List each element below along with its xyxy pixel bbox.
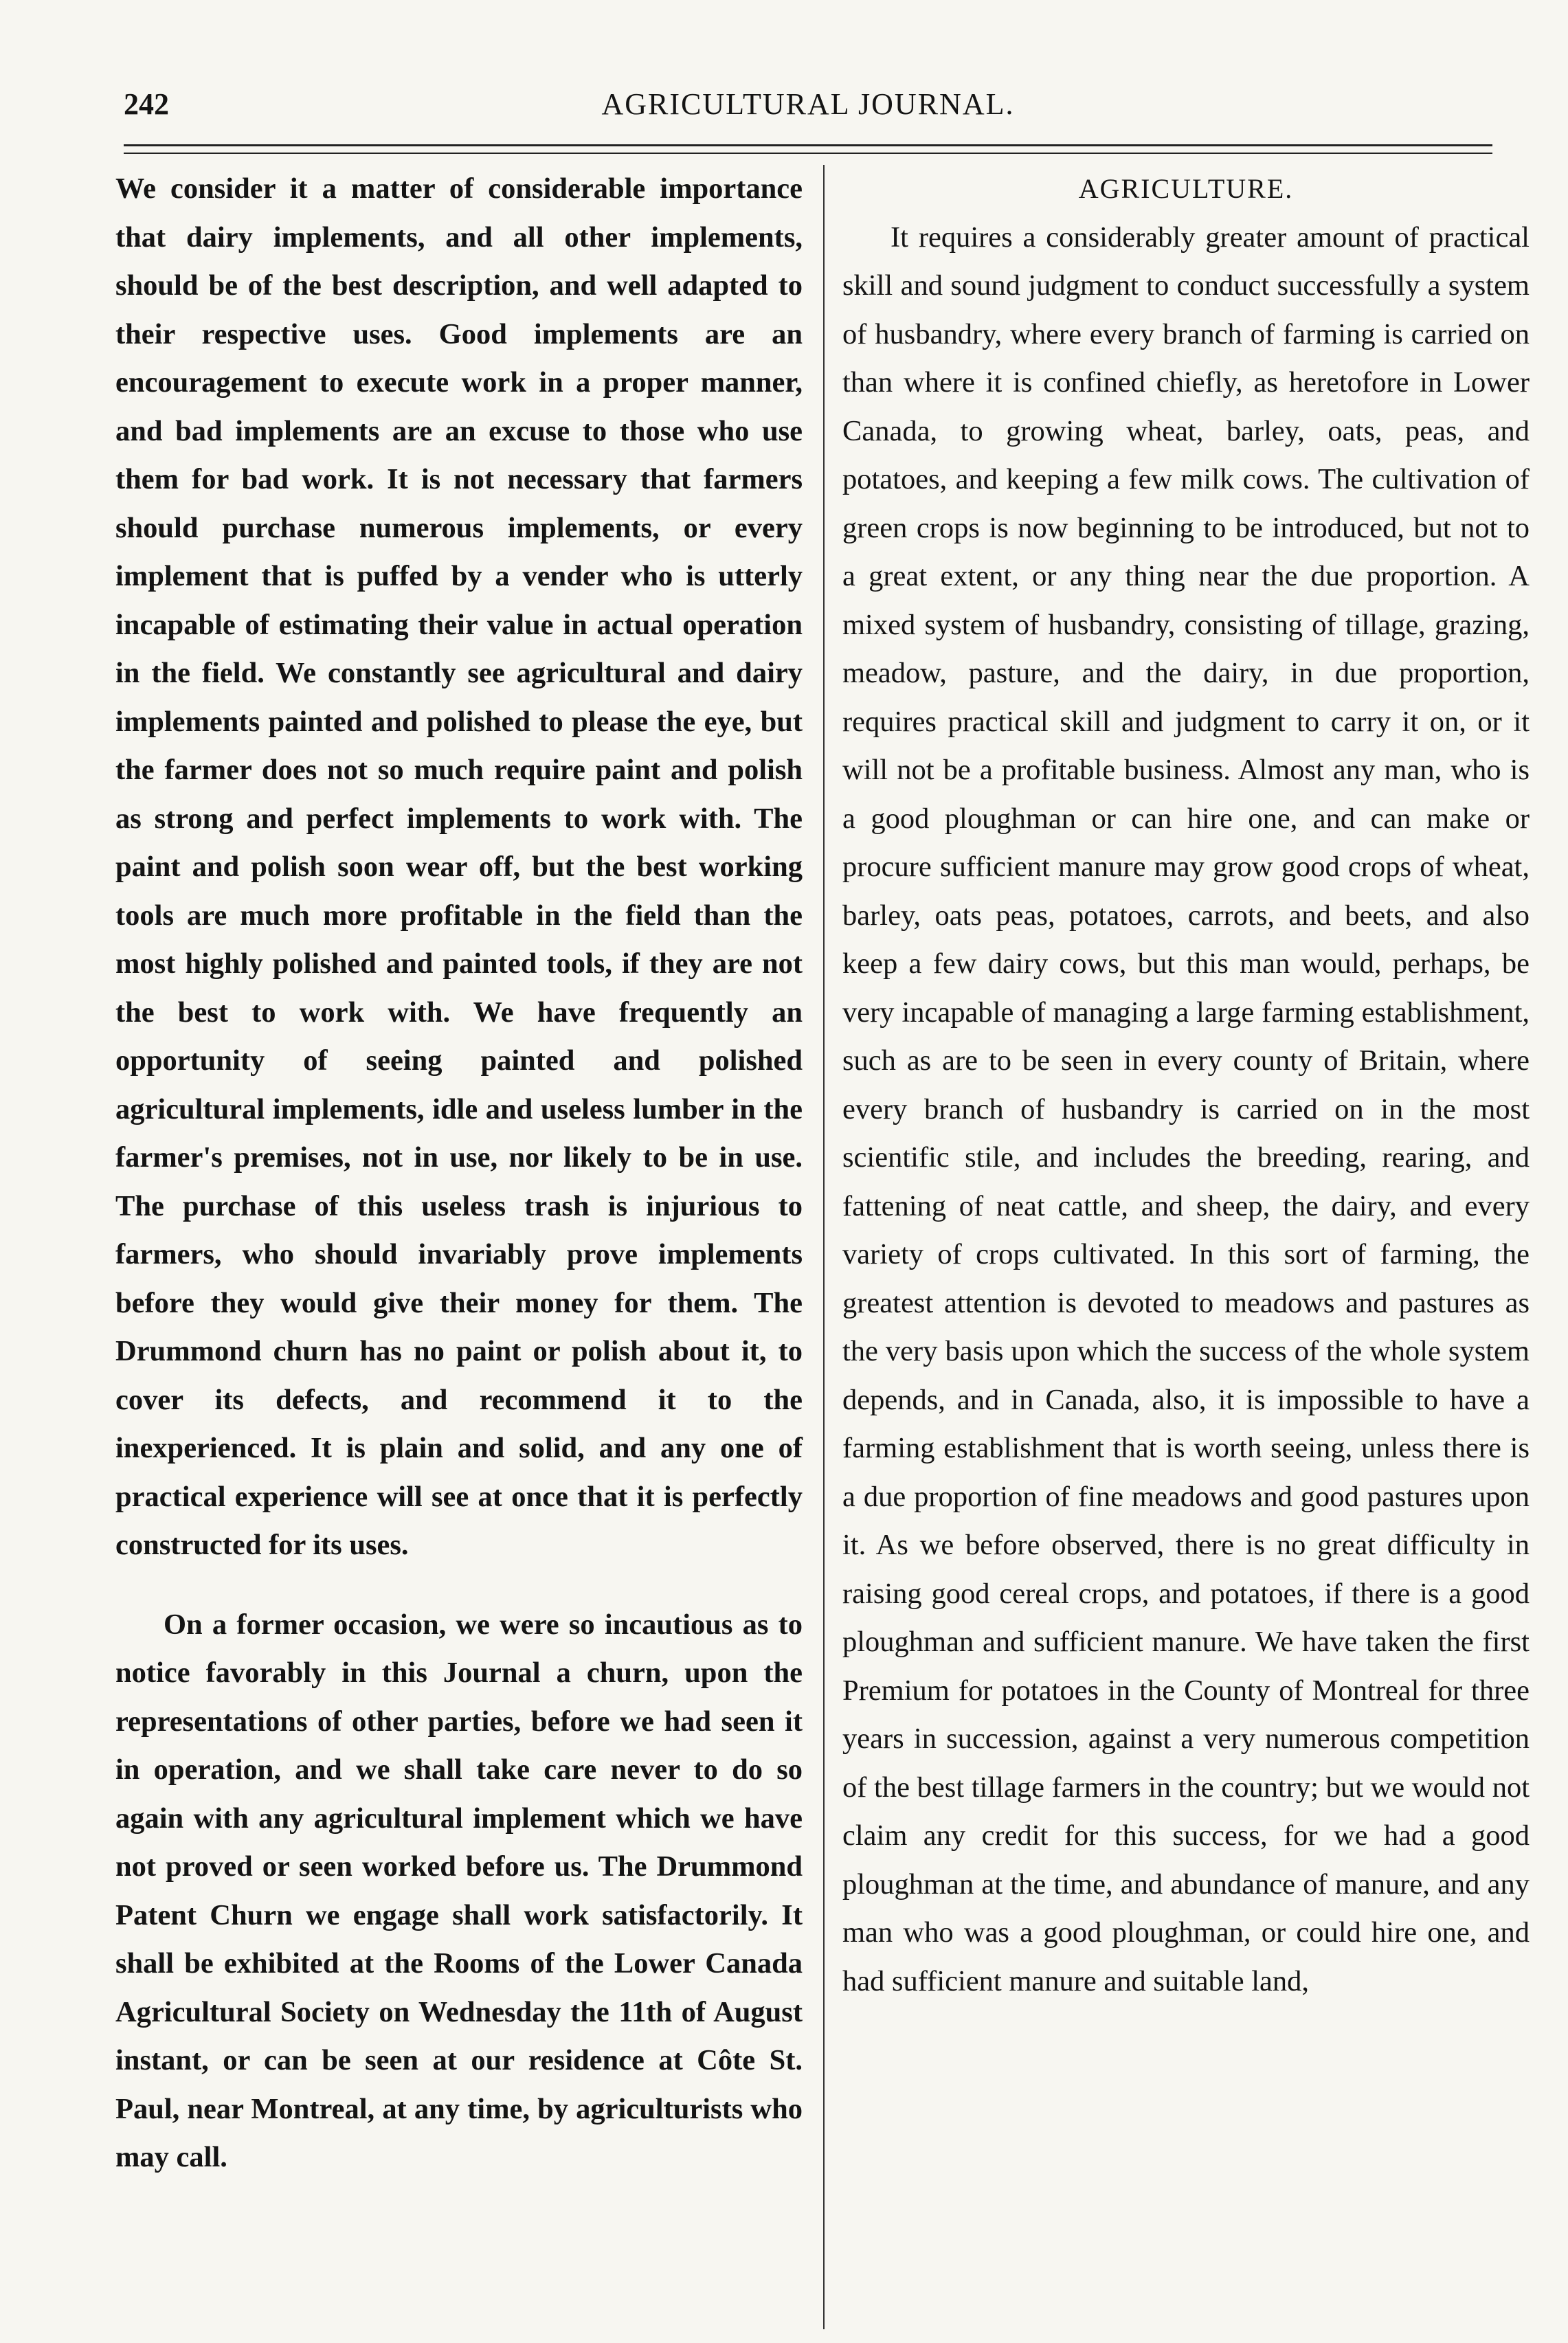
column-divider	[823, 165, 825, 2329]
page-number: 242	[124, 87, 169, 121]
running-title: AGRICULTURAL JOURNAL.	[601, 87, 1015, 121]
right-column	[842, 165, 1530, 2006]
header-rule-bottom	[124, 153, 1492, 154]
paragraph-gap	[115, 1570, 803, 1601]
left-paragraph-1: We consider it a matter of considerable importance that dairy implements, and all other implements, should be of the best description, and well adapted to their respective uses. Good implements are an encouragement to execute work in a proper manner, and bad implements are an excuse to those who use them for bad work. It is not necessary that farmers should purchase numerous implements, or every implement that is puffed by a vender who is utterly incapable of estimating their value in actual operation in the field. We constantly see agricultural and dairy implements painted and polished to please the eye, but the farmer does not so much require paint and polish as strong and perfect implements to work with. The paint and polish soon wear off, but the best working tools are much more profitable in the field than the most highly polished and painted tools, if they are not the best to work with. We have frequently an opportunity of seeing painted and polished agricultural implements, idle and useless lumber in the farmer's premises, not in use, nor likely to be in use. The purchase of this useless trash is injurious to farmers, who should invariably prove implements before they would give their money for them. The Drummond churn has no paint or polish about it, to cover its defects, and recommend it to the inexperienced. It is plain and solid, and any one of practical experience will see at once that it is perfectly constructed for its uses.	[115, 172, 803, 1561]
right-paragraph-1: It requires a considerably greater amount of practical skill and sound judgment to conduct successfully a system of husbandry, where every branch of farming is carried on than where it is confined chiefly, as heretofore in Lower Canada, to growing wheat, barley, oats, peas, and potatoes, and keeping a few milk cows. The cultivation of green crops is now beginning to be introduced, but not to a great extent, or any thing near the due proportion. A mixed system of husbandry, consisting of tillage, grazing, meadow, pasture, and the dairy, in due proportion, requires practical skill and judgment to carry it on, or it will not be a profitable business. Almost any man, who is a good ploughman or can hire one, and can make or procure sufficient manure may grow good crops of wheat, barley, oats peas, potatoes, carrots, and beets, and also keep a few dairy cows, but this man would, perhaps, be very incapable of managing a large farming establishment, such as are to be seen in every county of Britain, where every branch of husbandry is carried on in the most scientific stile, and includes the breeding, rearing, and fattening of neat cattle, and sheep, the dairy, and every variety of crops cultivated. In this sort of farming, the greatest attention is devoted to meadows and pastures as the very basis upon which the success of the whole system depends, and in Canada, also, it is impossible to have a farming establishment that is worth seeing, unless there is a due proportion of fine meadows and good pastures upon it. As we before observed, there is no great difficulty in raising good cereal crops, and potatoes, if there is a good ploughman and sufficient manure. We have taken the first Premium for potatoes in the County of Montreal for three years in succession, against a very numerous competition of the best tillage farmers in the country; but we would not claim any credit for this success, for we had a good ploughman at the time, and abundance of manure, and any man who was a good ploughman, or could hire one, and had sufficient manure and suitable land,	[842, 221, 1530, 1997]
page-header	[124, 87, 1492, 135]
left-column	[115, 165, 803, 2182]
section-title: AGRICULTURE.	[1078, 173, 1294, 204]
header-rule-top	[124, 144, 1492, 146]
left-paragraph-2: On a former occasion, we were so incautious as to notice favorably in this Journal a churn, upon the representations of other parties, before we had seen it in operation, and we shall take care never to do so again with any agricultural implement which we have not proved or seen worked before us. The Drummond Patent Churn we engage shall work satisfactorily. It shall be exhibited at the Rooms of the Lower Canada Agricultural Society on Wednesday the 11th of August instant, or can be seen at our residence at Côte St. Paul, near Montreal, at any time, by agriculturists who may call.	[115, 1608, 803, 2173]
